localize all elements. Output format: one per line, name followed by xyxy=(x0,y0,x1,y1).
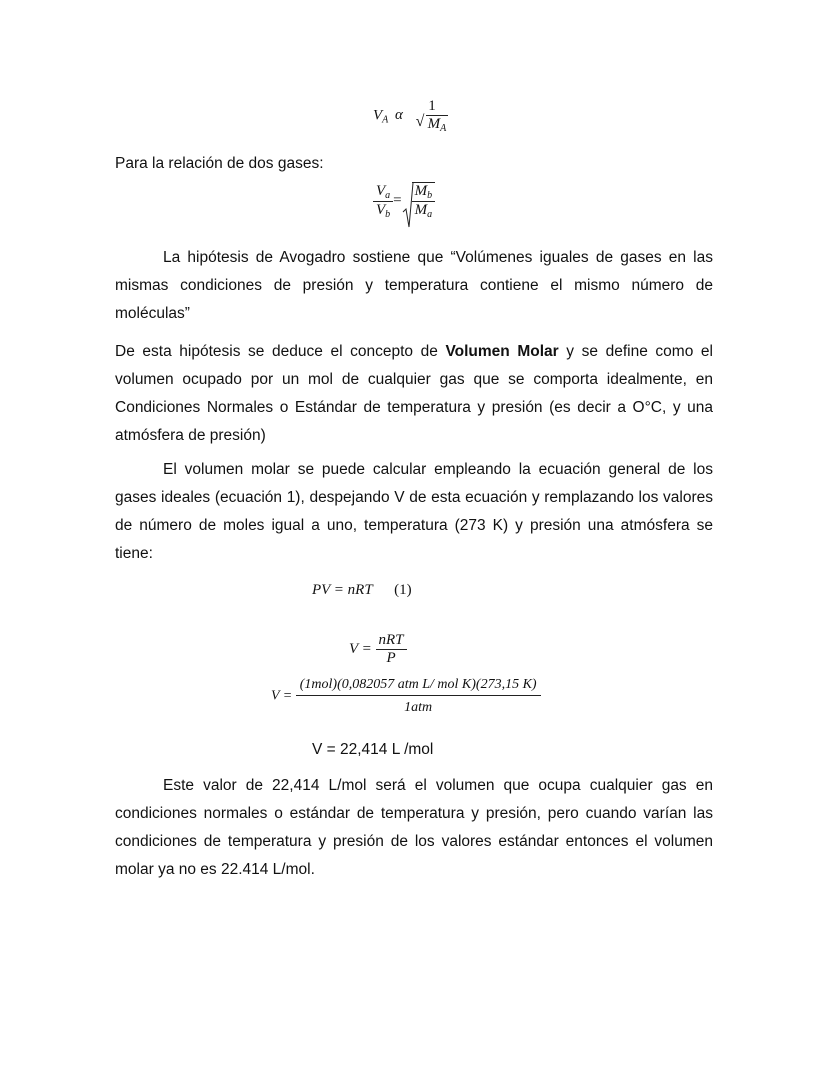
eq-numerator: (1mol)(0,082057 atm L/ mol K)(273,15 K) xyxy=(299,677,537,692)
eq-var: V xyxy=(376,182,386,199)
eq-var: M xyxy=(414,202,428,218)
eq-numerator: nRT xyxy=(378,632,404,648)
equation-ideal-gas xyxy=(312,582,412,599)
eq-alpha: α xyxy=(395,107,403,124)
bold-term: Volumen Molar xyxy=(445,343,559,360)
eq-denominator: 1atm xyxy=(296,695,541,716)
paragraph: Este valor de 22,414 L/mol será el volumen que ocupa cualquier gas en condiciones normales o estándar de temperatura y presión, pero cuando varían las condiciones de temperatura y presión de los valores estándar entonces el volumen molar ya no es 22.414 L/mol. xyxy=(115,777,713,878)
text-relation xyxy=(115,150,713,178)
eq-var: V xyxy=(373,107,383,124)
paragraph: El volumen molar se puede calcular empleando la ecuación general de los gases ideales (ecuación 1), despejando V de esta ecuación y remplazando los valores de número de moles igual a uno, temperatura (273 K) y presión una atmósfera se tiene: xyxy=(115,461,713,562)
eq-sub: b xyxy=(385,208,391,220)
eq-var: V xyxy=(376,201,386,218)
eq-sub: A xyxy=(440,123,447,134)
paragraph-avogadro xyxy=(115,244,713,328)
eq-fraction xyxy=(413,98,452,134)
paragraph: La hipótesis de Avogadro sostiene que “Volúmenes iguales de gases en las mismas condiciones de presión y temperatura contiene el mismo número de moléculas” xyxy=(115,249,713,322)
paragraph xyxy=(115,338,713,450)
eq-sub: b xyxy=(427,190,433,201)
result-line xyxy=(312,736,612,764)
paragraph-molar-volume xyxy=(115,338,713,450)
eq-label: (1) xyxy=(394,582,412,598)
result-text: V = 22,414 L /mol xyxy=(312,741,434,758)
eq-text: PV = nRT xyxy=(312,582,373,598)
equation-graham-law xyxy=(373,98,451,134)
eq-denominator: P xyxy=(376,649,407,667)
eq-var: M xyxy=(427,116,441,132)
eq-var: M xyxy=(414,183,428,199)
eq-lhs: V = xyxy=(349,641,372,657)
equation-volume xyxy=(349,632,407,667)
eq-numerator: 1 xyxy=(428,98,436,114)
sqrt-symbol xyxy=(402,182,436,220)
equation-ratio xyxy=(373,182,435,220)
eq-sub: a xyxy=(385,189,391,201)
eq-lhs: V = xyxy=(271,688,293,704)
equation-substitution xyxy=(271,677,541,716)
eq-sub: A xyxy=(382,114,389,126)
text: y se define como el volumen ocupado por un mol de cualquier gas que se comporta idealmente, en Condiciones Normales o Estándar de temperatura y presión (es decir a O°C, y una atmósfera de presión) xyxy=(115,343,713,444)
eq-fraction xyxy=(296,677,541,716)
eq-fraction-velocity xyxy=(373,183,393,220)
text: De esta hipótesis se deduce el concepto de xyxy=(115,343,446,360)
eq-sub: a xyxy=(427,209,433,220)
paragraph: Para la relación de dos gases: xyxy=(115,155,324,172)
paragraph-final xyxy=(115,772,713,884)
sqrt-symbol: √ $M_A$ xyxy=(415,113,447,134)
eq-denominator xyxy=(413,115,452,134)
eq-fraction-mass xyxy=(412,183,436,220)
paragraph-calculation xyxy=(115,456,713,568)
eq-fraction xyxy=(376,632,407,667)
eq-equals: = xyxy=(393,192,402,209)
